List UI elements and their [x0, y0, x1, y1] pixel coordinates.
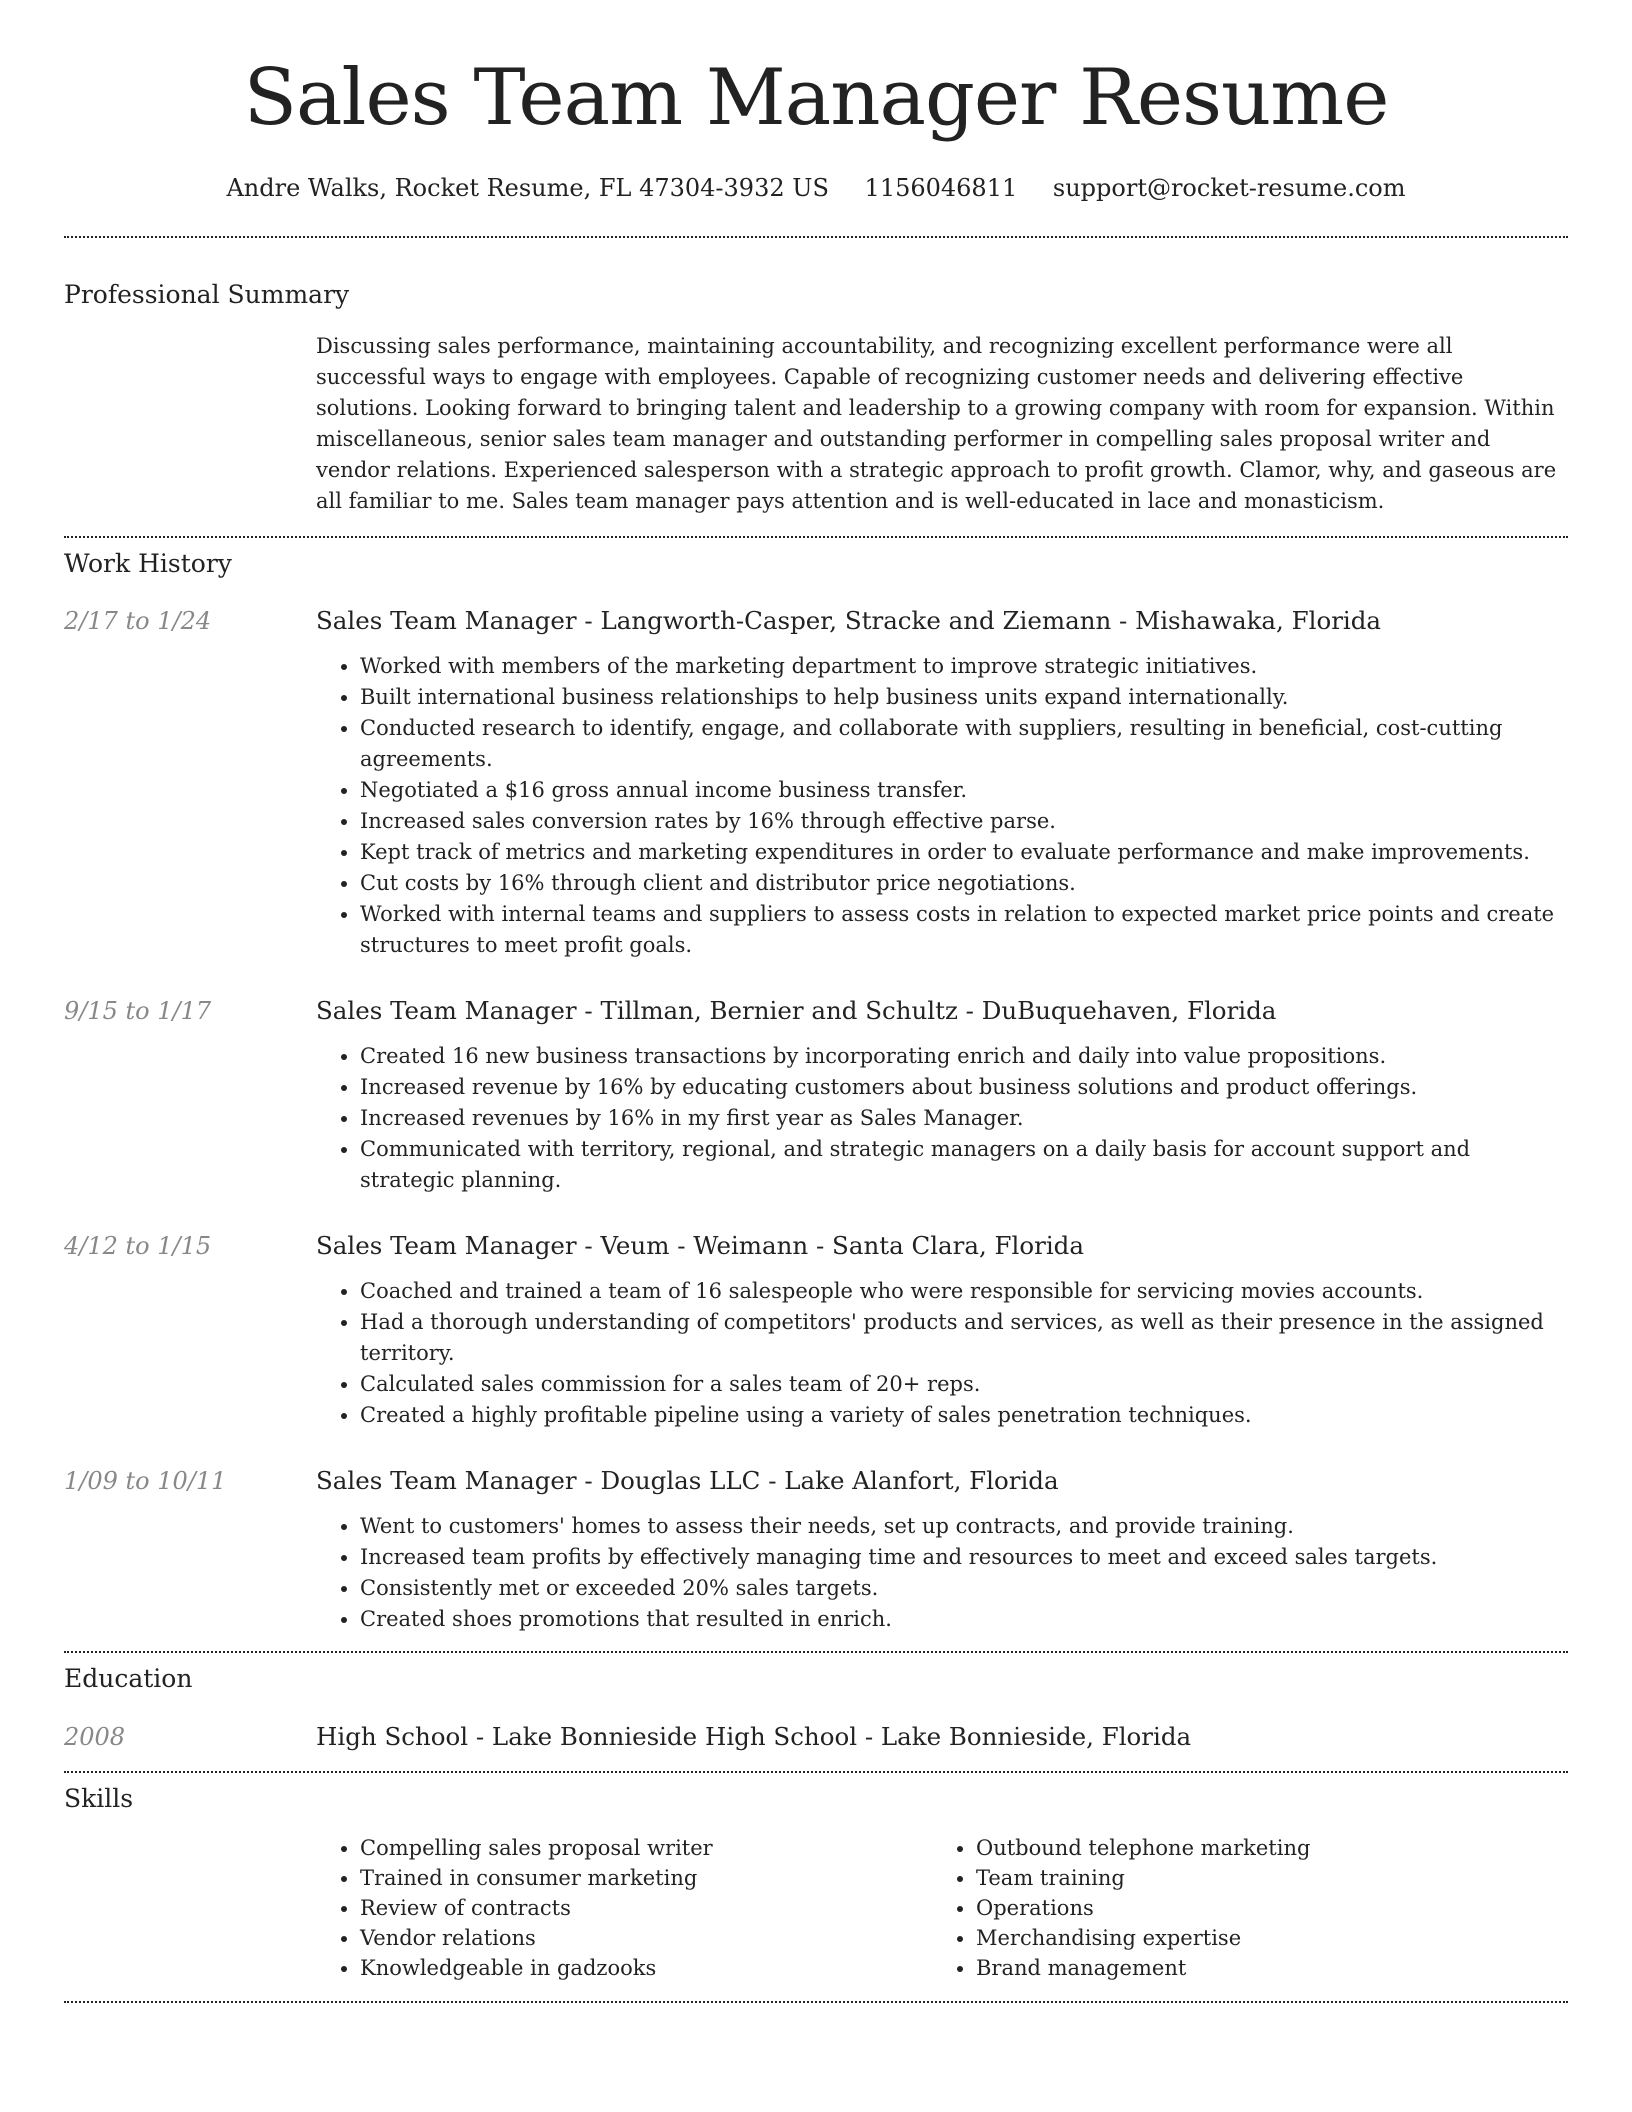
job-heading: Sales Team Manager - Langworth-Casper, Stracke and Ziemann - Mishawaka, Florida: [316, 606, 1382, 635]
education-heading-line: High School - Lake Bonnieside High School - Lake Bonnieside, Florida: [316, 1722, 1192, 1751]
job-bullet: • Calculated sales commission for a sales team of 20+ reps.: [360, 1369, 1568, 1400]
job-heading: Sales Team Manager - Tillman, Bernier and Schultz - DuBuquehaven, Florida: [316, 996, 1277, 1025]
education-heading: Education: [64, 1664, 193, 1693]
job-bullet: • Built international business relationships to help business units expand internationally.: [360, 682, 1568, 713]
job-heading: Sales Team Manager - Douglas LLC - Lake Alanfort, Florida: [316, 1466, 1059, 1495]
job-dates: 4/12 to 1/15: [64, 1232, 212, 1260]
section-divider: [64, 1771, 1568, 1773]
education-body: [316, 1721, 1568, 1753]
skill-item: • Compelling sales proposal writer: [360, 1833, 932, 1863]
job-entry: [64, 995, 1568, 1196]
job-bullet: • Created 16 new business transactions by incorporating enrich and daily into value propositions.: [360, 1041, 1568, 1072]
skill-item: • Review of contracts: [360, 1893, 932, 1923]
section-divider: [64, 1651, 1568, 1653]
skills-section: [64, 1783, 1568, 1983]
job-entry: [64, 605, 1568, 961]
contact-email: support@rocket-resume.com: [1052, 174, 1406, 202]
job-dates: 9/15 to 1/17: [64, 997, 212, 1025]
job-body: [316, 605, 1568, 961]
contact-line: [64, 172, 1568, 204]
skills-spacer: [64, 1833, 316, 1983]
job-bullet: • Cut costs by 16% through client and distributor price negotiations.: [360, 868, 1568, 899]
skills-row: [64, 1833, 1568, 1983]
job-bullet: • Negotiated a $16 gross annual income business transfer.: [360, 775, 1568, 806]
job-bullets: [316, 1041, 1568, 1196]
job-bullet: • Conducted research to identify, engage, and collaborate with suppliers, resulting in beneficial, cost-cutting agreements.: [360, 713, 1568, 775]
job-heading: Sales Team Manager - Veum - Weimann - Santa Clara, Florida: [316, 1231, 1084, 1260]
resume-page: [64, 0, 1568, 2003]
summary-heading: Professional Summary: [64, 280, 350, 309]
education-dates: 2008: [64, 1723, 126, 1751]
job-bullet: • Worked with members of the marketing department to improve strategic initiatives.: [360, 651, 1568, 682]
work-history-section: [64, 548, 1568, 1635]
skills-list-right: [932, 1833, 1548, 1983]
skill-item: • Trained in consumer marketing: [360, 1863, 932, 1893]
section-divider: [64, 536, 1568, 538]
skills-grid: [316, 1833, 1568, 1983]
summary-section: [64, 279, 1568, 517]
job-bullet: • Had a thorough understanding of competitors' products and services, as well as their presence in the assigned territory.: [360, 1307, 1568, 1369]
job-dates: 1/09 to 10/11: [64, 1467, 227, 1495]
skill-item: • Team training: [976, 1863, 1548, 1893]
job-bullet: • Kept track of metrics and marketing expenditures in order to evaluate performance and make improvements.: [360, 837, 1568, 868]
education-section: [64, 1663, 1568, 1753]
job-bullet: • Communicated with territory, regional, and strategic managers on a daily basis for account support and strategic planning.: [360, 1134, 1568, 1196]
summary-text: Discussing sales performance, maintaining accountability, and recognizing excellent performance were all successful ways to engage with employees. Capable of recognizing customer needs and delivering effective solutions. Looking forward to bringing talent and leadership to a growing company with room for expansion. Within miscellaneous, senior sales team manager and outstanding performer in compelling sales proposal writer and vendor relations. Experienced salesperson with a strategic approach to profit growth. Clamor, why, and gaseous are all familiar to me. Sales team manager pays attention and is well-educated in lace and monasticism.: [316, 334, 1557, 513]
contact-address: Andre Walks, Rocket Resume, FL 47304-3932 US: [226, 174, 829, 202]
job-bullet: • Worked with internal teams and suppliers to assess costs in relation to expected market price points and create structures to meet profit goals.: [360, 899, 1568, 961]
job-body: [316, 1465, 1568, 1635]
skills-heading: Skills: [64, 1784, 134, 1813]
job-bullets: [316, 651, 1568, 961]
work-history-heading: Work History: [64, 549, 232, 578]
section-divider: [64, 2001, 1568, 2003]
job-dates: 2/17 to 1/24: [64, 607, 212, 635]
skill-item: • Operations: [976, 1893, 1548, 1923]
job-bullet: • Went to customers' homes to assess their needs, set up contracts, and provide training.: [360, 1511, 1568, 1542]
job-bullet: • Created a highly profitable pipeline using a variety of sales penetration techniques.: [360, 1400, 1568, 1431]
job-bullet: • Increased revenues by 16% in my first year as Sales Manager.: [360, 1103, 1568, 1134]
skill-item: • Brand management: [976, 1953, 1548, 1983]
job-bullet: • Consistently met or exceeded 20% sales targets.: [360, 1573, 1568, 1604]
job-entry: [64, 1465, 1568, 1635]
job-bullet: • Increased sales conversion rates by 16% through effective parse.: [360, 806, 1568, 837]
job-bullets: [316, 1276, 1568, 1431]
summary-spacer: [64, 331, 316, 517]
skill-item: • Vendor relations: [360, 1923, 932, 1953]
skills-list-left: [316, 1833, 932, 1983]
skill-item: • Merchandising expertise: [976, 1923, 1548, 1953]
job-body: [316, 1230, 1568, 1431]
job-bullet: • Coached and trained a team of 16 salespeople who were responsible for servicing movies accounts.: [360, 1276, 1568, 1307]
section-divider: [64, 236, 1568, 238]
summary-body: [316, 331, 1568, 517]
job-bullets: [316, 1511, 1568, 1635]
skill-item: • Outbound telephone marketing: [976, 1833, 1548, 1863]
contact-phone: 1156046811: [864, 174, 1018, 202]
page-title: Sales Team Manager Resume: [243, 53, 1389, 143]
job-body: [316, 995, 1568, 1196]
skill-item: • Knowledgeable in gadzooks: [360, 1953, 932, 1983]
job-bullet: • Increased revenue by 16% by educating customers about business solutions and product offerings.: [360, 1072, 1568, 1103]
education-entry: [64, 1721, 1568, 1753]
summary-row: [64, 331, 1568, 517]
job-bullet: • Created shoes promotions that resulted in enrich.: [360, 1604, 1568, 1635]
job-entry: [64, 1230, 1568, 1431]
job-bullet: • Increased team profits by effectively managing time and resources to meet and exceed sales targets.: [360, 1542, 1568, 1573]
